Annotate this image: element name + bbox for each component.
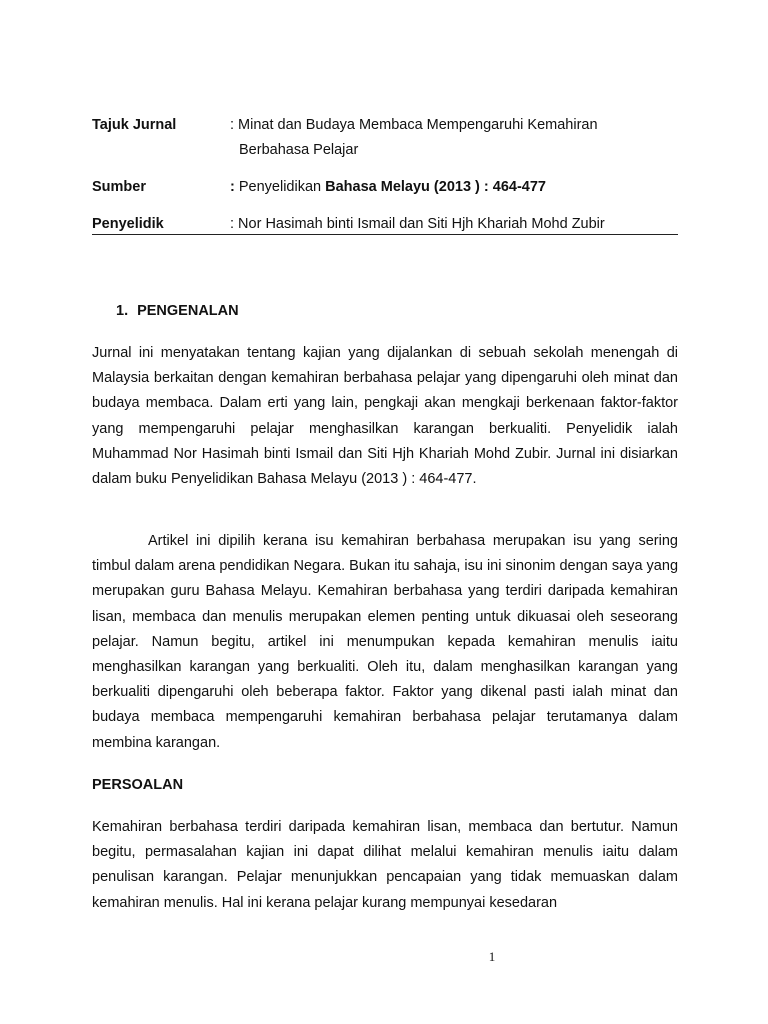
paragraph-persoalan: Kemahiran berbahasa terdiri daripada kemahiran lisan, membaca dan bertutur. Namun begitu, permasalahan kajian ini dapat dilihat melalui kemahiran menulis iaitu dalam penulisan karangan. Pelajar menunjukkan pencapaian yang tidak memuaskan dalam kemahiran menulis. Hal ini kerana pelajar kurang mempunyai kesedaran [92,819,678,911]
journal-title-line2: Berbahasa Pelajar [239,142,359,158]
paragraph-article-choice: Artikel ini dipilih kerana isu kemahiran berbahasa merupakan isu yang sering timbul dalam arena pendidikan Negara. Bukan itu sahaja, isu ini sinonim dengan saya yang merupakan guru Bahasa Melayu. Kemahiran berbahasa yang terdiri daripada kemahiran lisan, membaca dan menulis merupakan elemen penting untuk dikuasai oleh seseorang pelajar. Namun begitu, artikel ini menumpukan kepada kemahiran menulis iaitu menghasilkan karangan yang berkualiti. Oleh itu, dalam menghasilkan karangan yang berkualiti dipengaruhi oleh beberapa faktor. Faktor yang dikenal pasti ialah minat dan budaya membaca mempengaruhi kemahiran berbahasa pelajar terutamanya dalam membina karangan. [92,533,679,751]
source-value-plain: Penyelidikan [234,179,326,195]
section-heading-persoalan: PERSOALAN [92,777,184,793]
source-value [230,175,680,200]
journal-title-label: Tajuk Jurnal [92,117,177,133]
section-number: 1. [116,303,129,319]
header-divider [92,234,678,235]
researcher-label: Penyelidik [92,216,164,232]
researcher-value: : Nor Hasimah binti Ismail dan Siti Hjh Khariah Mohd Zubir [230,216,605,232]
source-label: Sumber [92,179,146,195]
journal-title-value [230,113,680,163]
journal-title-row [92,113,678,165]
section-heading-pengenalan [116,301,239,321]
source-row [92,175,678,200]
page-number: 1 [488,949,496,964]
source-colon: : [230,179,235,195]
section-title: PENGENALAN [137,303,239,319]
source-value-bold: Bahasa Melayu (2013 ) : 464-477 [325,179,546,195]
journal-title-line1: : Minat dan Budaya Membaca Mempengaruhi Kemahiran [230,117,598,133]
paragraph-intro: Jurnal ini menyatakan tentang kajian yang dijalankan di sebuah sekolah menengah di Malaysia berkaitan dengan kemahiran berbahasa pelajar yang dipengaruhi oleh minat dan budaya membaca. Dalam erti yang lain, pengkaji akan mengkaji berkenaan faktor-faktor yang mempengaruhi pelajar menghasilkan karangan berkualiti. Penyelidik ialah Muhammad Nor Hasimah binti Ismail dan Siti Hjh Khariah Mohd Zubir. Jurnal ini disiarkan dalam buku Penyelidikan Bahasa Melayu (2013 ) : 464-477. [92,345,678,488]
